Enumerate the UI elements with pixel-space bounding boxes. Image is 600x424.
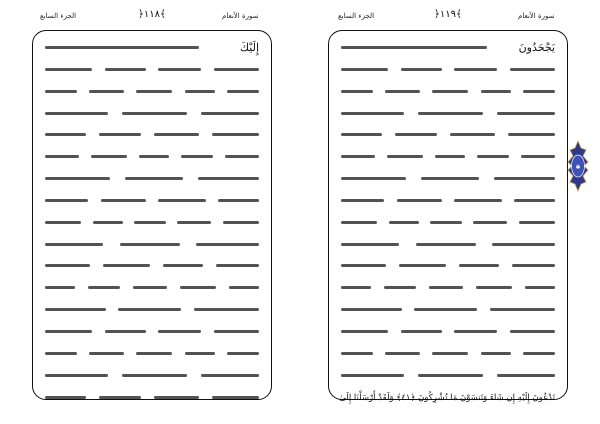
text-line-stroke bbox=[45, 155, 79, 158]
text-line bbox=[341, 63, 555, 76]
text-line-stroke bbox=[45, 374, 108, 377]
text-line-stroke bbox=[45, 112, 108, 115]
text-line-stroke bbox=[341, 286, 371, 289]
text-line-stroke bbox=[177, 221, 211, 224]
text-line-stroke bbox=[180, 286, 216, 289]
right-page bbox=[300, 0, 600, 424]
text-line-stroke bbox=[99, 396, 142, 399]
text-line-stroke bbox=[459, 264, 500, 267]
text-line-stroke bbox=[45, 199, 88, 202]
text-line-stroke bbox=[341, 112, 404, 115]
text-line-stroke bbox=[492, 243, 555, 246]
text-line bbox=[341, 150, 555, 163]
text-line-stroke bbox=[416, 243, 477, 246]
svg-text:✱: ✱ bbox=[575, 164, 581, 171]
text-line-stroke bbox=[227, 90, 259, 93]
text-line bbox=[45, 369, 259, 382]
right-page-number: ﴿١١٩﴾ bbox=[434, 9, 462, 20]
left-page-text-block bbox=[45, 41, 259, 412]
text-line-stroke bbox=[218, 199, 259, 202]
text-line bbox=[45, 281, 259, 294]
text-line-stroke bbox=[45, 90, 77, 93]
text-line-stroke bbox=[341, 199, 384, 202]
text-line-stroke bbox=[163, 264, 204, 267]
text-line-stroke bbox=[154, 396, 199, 399]
text-line-stroke bbox=[341, 308, 402, 311]
text-line-stroke bbox=[389, 221, 419, 224]
left-page-text-frame bbox=[32, 30, 272, 400]
text-line-stroke bbox=[510, 68, 555, 71]
text-line-stroke bbox=[481, 90, 511, 93]
text-line bbox=[341, 85, 555, 98]
text-line-stroke bbox=[105, 68, 146, 71]
text-line bbox=[341, 128, 555, 141]
text-line-stroke bbox=[45, 330, 92, 333]
text-line bbox=[341, 303, 555, 316]
text-line-stroke bbox=[341, 221, 377, 224]
text-line-stroke bbox=[120, 243, 181, 246]
text-line-stroke bbox=[201, 112, 259, 115]
text-line bbox=[341, 172, 555, 185]
text-line-stroke bbox=[521, 155, 555, 158]
right-page-first-line bbox=[341, 41, 555, 54]
text-line-stroke bbox=[385, 352, 419, 355]
text-line-stroke bbox=[45, 352, 77, 355]
right-page-header-left: الجزء السابع bbox=[338, 12, 375, 20]
text-line-stroke bbox=[194, 308, 259, 311]
text-line-stroke bbox=[341, 133, 382, 136]
text-line-stroke bbox=[514, 199, 555, 202]
text-line-stroke bbox=[395, 133, 438, 136]
text-line-stroke bbox=[122, 112, 187, 115]
left-page-header-right: سورة الأنعام bbox=[222, 12, 259, 20]
text-line-stroke bbox=[181, 155, 213, 158]
text-line bbox=[45, 391, 259, 404]
text-line-stroke bbox=[223, 221, 259, 224]
text-line-stroke bbox=[477, 155, 509, 158]
text-line-stroke bbox=[401, 68, 442, 71]
text-line-stroke bbox=[497, 112, 555, 115]
text-line bbox=[341, 238, 555, 251]
text-line bbox=[45, 128, 259, 141]
left-page-first-word: إِلَيْكَ bbox=[240, 41, 259, 54]
text-line-stroke bbox=[454, 330, 497, 333]
text-line-stroke bbox=[105, 330, 146, 333]
text-line-stroke bbox=[341, 264, 386, 267]
text-line bbox=[45, 63, 259, 76]
text-line-stroke bbox=[89, 352, 123, 355]
text-line-stroke bbox=[341, 46, 487, 49]
text-line bbox=[45, 107, 259, 120]
text-line-stroke bbox=[212, 396, 259, 399]
text-line-stroke bbox=[418, 112, 483, 115]
text-line bbox=[45, 194, 259, 207]
text-line-stroke bbox=[225, 155, 259, 158]
text-line-stroke bbox=[45, 46, 199, 49]
text-line-stroke bbox=[45, 177, 110, 180]
text-line bbox=[341, 325, 555, 338]
text-line-stroke bbox=[93, 221, 123, 224]
text-line-stroke bbox=[341, 374, 404, 377]
text-line-stroke bbox=[45, 396, 86, 399]
text-line-stroke bbox=[122, 374, 187, 377]
text-line-stroke bbox=[497, 374, 555, 377]
text-line-stroke bbox=[185, 352, 215, 355]
text-line-stroke bbox=[508, 133, 555, 136]
text-line-stroke bbox=[418, 374, 483, 377]
right-page-header-right: سورة الأنعام bbox=[518, 12, 555, 20]
text-line-stroke bbox=[429, 286, 463, 289]
text-line-stroke bbox=[430, 221, 462, 224]
text-line bbox=[341, 347, 555, 360]
text-line-stroke bbox=[101, 199, 146, 202]
text-line-stroke bbox=[154, 133, 199, 136]
text-line-stroke bbox=[490, 308, 555, 311]
text-line-stroke bbox=[341, 352, 373, 355]
text-line-stroke bbox=[435, 155, 465, 158]
text-line bbox=[341, 369, 555, 382]
right-page-first-word: يَجْحَدُونَ bbox=[518, 41, 555, 54]
text-line-stroke bbox=[99, 133, 142, 136]
text-line-stroke bbox=[341, 177, 406, 180]
right-page-text-block bbox=[341, 41, 555, 412]
text-line-stroke bbox=[387, 155, 423, 158]
text-line-stroke bbox=[229, 286, 259, 289]
text-line-stroke bbox=[45, 264, 90, 267]
text-line-stroke bbox=[214, 68, 259, 71]
text-line-stroke bbox=[45, 286, 75, 289]
text-line-stroke bbox=[432, 352, 468, 355]
text-line-stroke bbox=[401, 330, 442, 333]
last-text-line: تَدْعُونَ إِلَيْهِ إِن شَاءَ وَتَنسَوْنَ مَا تُشْرِكُونَ ﴿٤١﴾ وَلَقَدْ أَرْسَلْنَا إِلَىٰ bbox=[339, 392, 555, 403]
text-line-stroke bbox=[414, 308, 477, 311]
text-line-stroke bbox=[158, 330, 201, 333]
hizb-medallion-icon bbox=[566, 140, 590, 192]
text-line-stroke bbox=[198, 177, 259, 180]
text-line bbox=[45, 238, 259, 251]
right-page-text-frame bbox=[328, 30, 568, 403]
text-line bbox=[341, 194, 555, 207]
text-line-stroke bbox=[454, 68, 497, 71]
text-line-stroke bbox=[421, 177, 479, 180]
text-line-stroke bbox=[510, 330, 555, 333]
text-line-stroke bbox=[201, 374, 259, 377]
text-line-stroke bbox=[341, 90, 373, 93]
text-line-stroke bbox=[525, 286, 555, 289]
text-line-stroke bbox=[481, 352, 511, 355]
text-line-stroke bbox=[519, 221, 555, 224]
text-line-stroke bbox=[476, 286, 512, 289]
text-line-stroke bbox=[523, 90, 555, 93]
text-line-stroke bbox=[212, 133, 259, 136]
text-line-stroke bbox=[118, 308, 181, 311]
text-line bbox=[45, 259, 259, 272]
text-line-stroke bbox=[45, 308, 106, 311]
text-line-stroke bbox=[523, 352, 555, 355]
text-line-stroke bbox=[185, 90, 215, 93]
text-line bbox=[341, 259, 555, 272]
text-line-stroke bbox=[103, 264, 150, 267]
text-line-stroke bbox=[341, 330, 388, 333]
text-line-stroke bbox=[134, 221, 166, 224]
text-line bbox=[45, 325, 259, 338]
text-line bbox=[341, 107, 555, 120]
text-line-stroke bbox=[397, 199, 442, 202]
text-line-stroke bbox=[136, 352, 172, 355]
text-line-stroke bbox=[133, 286, 167, 289]
text-line bbox=[45, 150, 259, 163]
text-line-stroke bbox=[158, 68, 201, 71]
text-line-stroke bbox=[45, 221, 81, 224]
text-line bbox=[45, 216, 259, 229]
text-line bbox=[341, 391, 555, 404]
text-line bbox=[341, 281, 555, 294]
text-line-stroke bbox=[385, 90, 419, 93]
text-line-stroke bbox=[399, 264, 446, 267]
text-line-stroke bbox=[512, 264, 555, 267]
text-line bbox=[45, 303, 259, 316]
text-line-stroke bbox=[89, 90, 123, 93]
left-page-first-line bbox=[45, 41, 259, 54]
text-line-stroke bbox=[196, 243, 259, 246]
text-line-stroke bbox=[227, 352, 259, 355]
text-line-stroke bbox=[45, 68, 92, 71]
text-line-stroke bbox=[45, 133, 86, 136]
text-line-stroke bbox=[494, 177, 555, 180]
text-line bbox=[341, 216, 555, 229]
text-line-stroke bbox=[216, 264, 259, 267]
text-line-stroke bbox=[432, 90, 468, 93]
text-line-stroke bbox=[139, 155, 169, 158]
text-line-stroke bbox=[88, 286, 120, 289]
text-line bbox=[45, 347, 259, 360]
text-line-stroke bbox=[384, 286, 416, 289]
text-line-stroke bbox=[158, 199, 205, 202]
text-line-stroke bbox=[450, 133, 495, 136]
text-line-stroke bbox=[341, 155, 375, 158]
text-line-stroke bbox=[341, 243, 399, 246]
text-line-stroke bbox=[125, 177, 183, 180]
text-line-stroke bbox=[45, 243, 103, 246]
text-line bbox=[45, 85, 259, 98]
left-page-header-left: الجزء السابع bbox=[40, 12, 77, 20]
text-line-stroke bbox=[136, 90, 172, 93]
text-line-stroke bbox=[454, 199, 501, 202]
text-line-stroke bbox=[214, 330, 259, 333]
text-line-stroke bbox=[341, 68, 388, 71]
text-line-stroke bbox=[473, 221, 507, 224]
text-line-stroke bbox=[91, 155, 127, 158]
left-page-number: ﴿١١٨﴾ bbox=[138, 9, 166, 20]
text-line bbox=[45, 172, 259, 185]
